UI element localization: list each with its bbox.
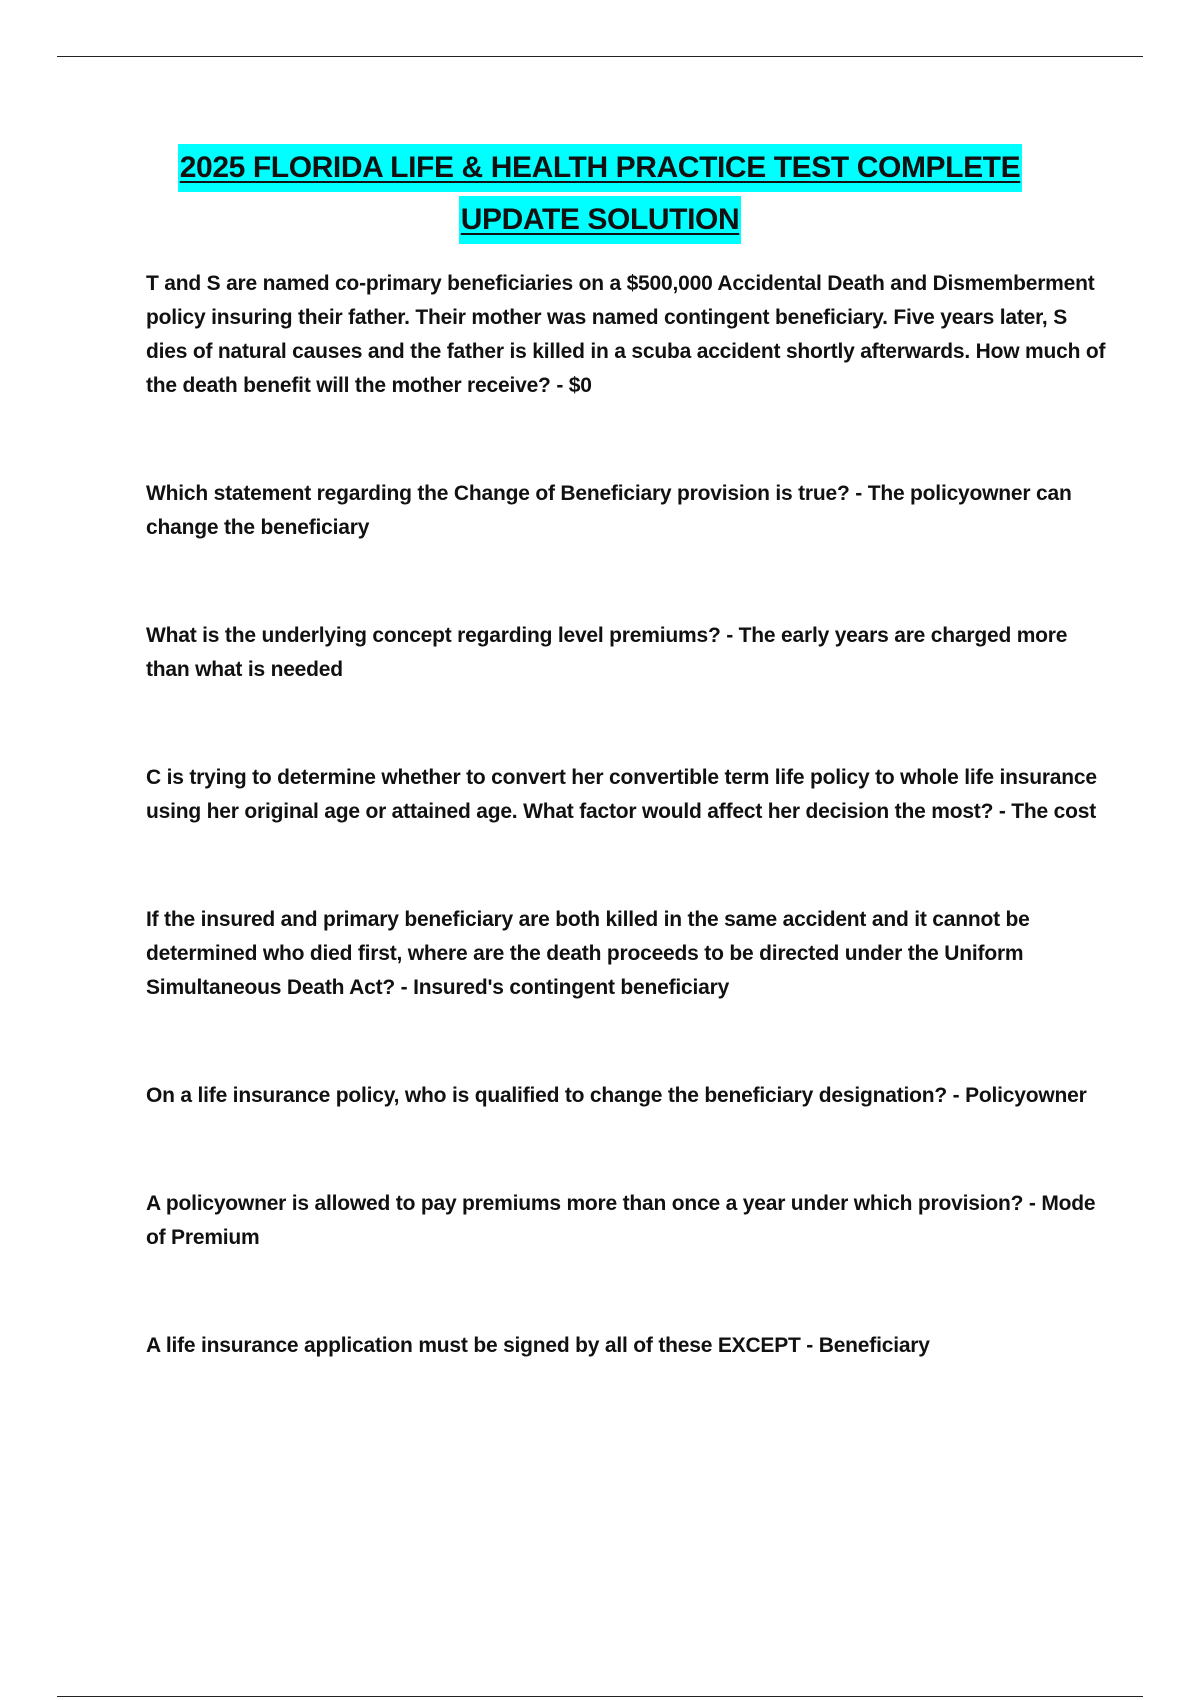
- qa-separator: -: [947, 1084, 966, 1107]
- title-line-1: 2025 FLORIDA LIFE & HEALTH PRACTICE TEST COMPLETE: [178, 144, 1022, 192]
- qa-separator: -: [550, 374, 569, 397]
- qa-item: [146, 619, 1106, 687]
- answer-text: $0: [568, 374, 592, 397]
- qa-separator: -: [849, 482, 868, 505]
- qa-list: [146, 267, 1106, 1363]
- qa-item: [146, 1079, 1106, 1113]
- question-text: T and S are named co-primary beneficiaries on a $500,000 Accidental Death and Dismemberment policy insuring their father. Their mother was named contingent beneficiary. Five years later, S dies of natural causes and the father is killed in a scuba accident shortly afterwards. How much of the death benefit will the mother receive?: [146, 272, 1106, 397]
- qa-separator: -: [800, 1334, 819, 1357]
- answer-text: The policyowner can change the beneficiary: [146, 482, 1072, 539]
- footer-rule: [57, 1696, 1143, 1697]
- qa-separator: -: [1023, 1192, 1042, 1215]
- answer-text: The cost: [1011, 800, 1097, 823]
- qa-item: [146, 1187, 1106, 1255]
- question-text: C is trying to determine whether to convert her convertible term life policy to whole life insurance using her original age or attained age. What factor would affect her decision the most?: [146, 766, 1097, 823]
- qa-item: [146, 477, 1106, 545]
- qa-separator: -: [395, 976, 414, 999]
- answer-text: Insured's contingent beneficiary: [413, 976, 730, 999]
- answer-text: Policyowner: [965, 1084, 1087, 1107]
- question-text: On a life insurance policy, who is qualified to change the beneficiary designation?: [146, 1084, 947, 1107]
- answer-text: The early years are charged more than what is needed: [146, 624, 1068, 681]
- question-text: If the insured and primary beneficiary are both killed in the same accident and it cannot be determined who died first, where are the death proceeds to be directed under the Uniform Simultaneous Death Act?: [146, 908, 1030, 999]
- answer-text: Beneficiary: [818, 1334, 930, 1357]
- qa-item: [146, 267, 1106, 403]
- question-text: What is the underlying concept regarding level premiums?: [146, 624, 721, 647]
- qa-item: [146, 1329, 1106, 1363]
- qa-separator: -: [993, 800, 1012, 823]
- header-rule: [57, 56, 1143, 57]
- answer-text: Mode of Premium: [146, 1192, 1096, 1249]
- question-text: A life insurance application must be signed by all of these EXCEPT: [146, 1334, 801, 1357]
- question-text: A policyowner is allowed to pay premiums more than once a year under which provision?: [146, 1192, 1024, 1215]
- qa-item: [146, 903, 1106, 1005]
- qa-item: [146, 761, 1106, 829]
- question-text: Which statement regarding the Change of Beneficiary provision is true?: [146, 482, 850, 505]
- qa-separator: -: [720, 624, 739, 647]
- page-title: [57, 144, 1143, 244]
- title-line-2: UPDATE SOLUTION: [459, 196, 741, 244]
